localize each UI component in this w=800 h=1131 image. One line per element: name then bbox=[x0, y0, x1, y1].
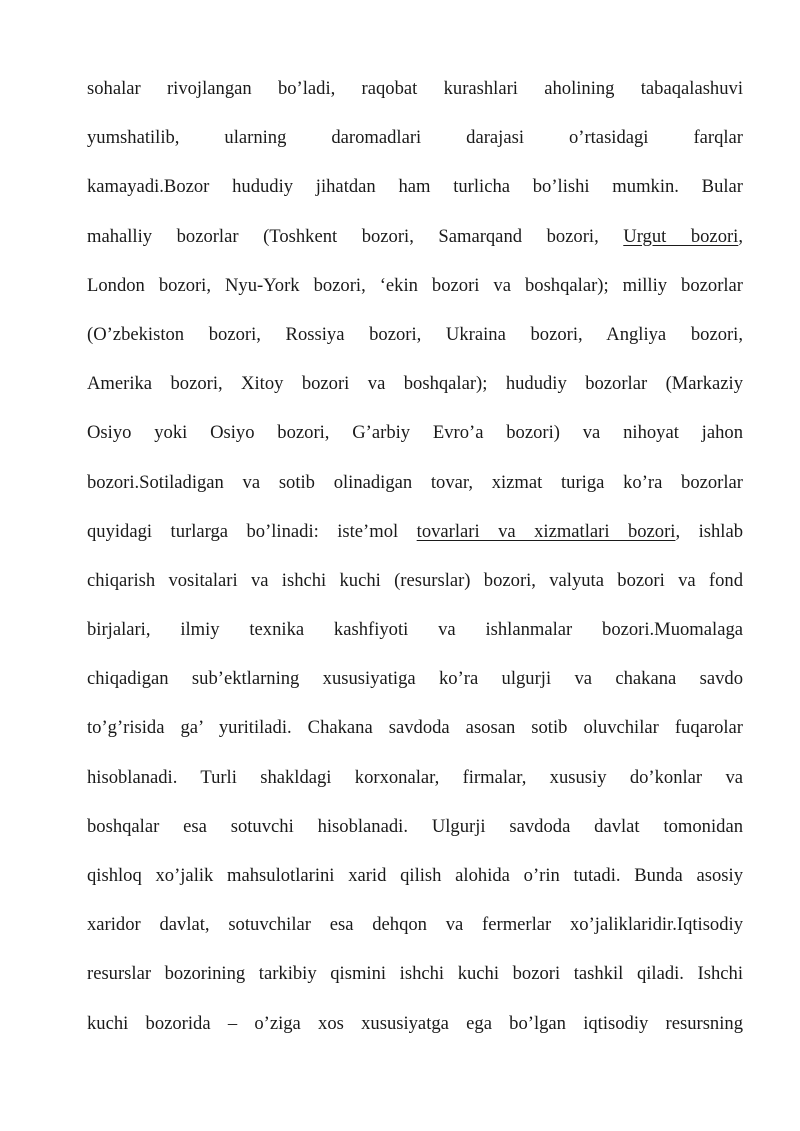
text-run: , bbox=[738, 225, 744, 247]
text-run: Osiyo yoki Osiyo bozori, G’arbiy Evro’a bozori) va nihoyat jahon bbox=[87, 422, 743, 444]
text-run: birjalari, ilmiy texnika kashfiyoti va ishlanmalar bozori.Muomalaga bbox=[87, 619, 743, 641]
text-line bbox=[87, 1006, 743, 1055]
text-run: mahalliy bozorlar (Toshkent bozori, Samarqand bozori, bbox=[87, 225, 624, 247]
text-run: chiqadigan sub’ektlarning xususiyatiga ko’ra ulgurji va chakana savdo bbox=[87, 668, 743, 690]
text-line bbox=[87, 661, 743, 710]
text-line bbox=[87, 366, 743, 415]
text-run: London bozori, Nyu-York bozori, ‘ekin bozori va boshqalar); milliy bozorlar bbox=[87, 274, 743, 296]
text-run: chiqarish vositalari va ishchi kuchi (resurslar) bozori, valyuta bozori va fond bbox=[87, 569, 743, 591]
text-run: kuchi bozorida – o’ziga xos xususiyatga ega bo’lgan iqtisodiy resursning bbox=[87, 1012, 743, 1034]
link-tovarlari-va-xizmatlari-bozori[interactable]: tovarlari va xizmatlari bozori bbox=[416, 520, 676, 542]
text-line bbox=[87, 169, 743, 218]
text-run: kamayadi.Bozor hududiy jihatdan ham turlicha bo’lishi mumkin. Bular bbox=[87, 176, 743, 198]
text-line bbox=[87, 71, 743, 120]
body-text bbox=[87, 71, 743, 1055]
text-run: sohalar rivojlangan bo’ladi, raqobat kurashlari aholining tabaqalashuvi bbox=[87, 78, 743, 99]
text-line bbox=[87, 465, 743, 514]
text-run: boshqalar esa sotuvchi hisoblanadi. Ulgurji savdoda davlat tomonidan bbox=[87, 815, 743, 837]
text-line bbox=[87, 612, 743, 661]
text-line bbox=[87, 268, 743, 317]
text-run: qishloq xo’jalik mahsulotlarini xarid qilish alohida o’rin tutadi. Bunda asosiy bbox=[87, 865, 743, 886]
text-line bbox=[87, 415, 743, 464]
text-run: quyidagi turlarga bo’linadi: iste’mol bbox=[87, 520, 417, 542]
text-run: to’g’risida ga’ yuritiladi. Chakana savdoda asosan sotib oluvchilar fuqarolar bbox=[87, 717, 743, 739]
text-run: xaridor davlat, sotuvchilar esa dehqon va fermerlar xo’jaliklaridir.Iqtisodiy bbox=[87, 914, 743, 936]
text-line bbox=[87, 514, 743, 563]
text-run: , ishlab bbox=[675, 520, 743, 542]
text-line bbox=[87, 760, 743, 809]
text-line bbox=[87, 907, 743, 956]
text-line bbox=[87, 317, 743, 366]
text-line bbox=[87, 956, 743, 1005]
text-line bbox=[87, 563, 743, 612]
text-line bbox=[87, 120, 743, 169]
text-line bbox=[87, 219, 743, 268]
text-line bbox=[87, 710, 743, 759]
text-run: Amerika bozori, Xitoy bozori va boshqalar); hududiy bozorlar (Markaziy bbox=[87, 373, 743, 395]
text-run: hisoblanadi. Turli shakldagi korxonalar, firmalar, xususiy do’konlar va bbox=[87, 766, 743, 788]
text-run: yumshatilib, ularning daromadlari darajasi o’rtasidagi farqlar bbox=[87, 127, 743, 149]
text-line bbox=[87, 809, 743, 858]
text-run: resurslar bozorining tarkibiy qismini ishchi kuchi bozori tashkil qiladi. Ishchi bbox=[87, 963, 743, 985]
text-line bbox=[87, 858, 743, 907]
text-run: bozori.Sotiladigan va sotib olinadigan tovar, xizmat turiga ko’ra bozorlar bbox=[87, 471, 743, 493]
text-run: (O’zbekiston bozori, Rossiya bozori, Ukraina bozori, Angliya bozori, bbox=[87, 323, 743, 345]
link-urgut-bozori[interactable]: Urgut bozori bbox=[623, 225, 739, 247]
